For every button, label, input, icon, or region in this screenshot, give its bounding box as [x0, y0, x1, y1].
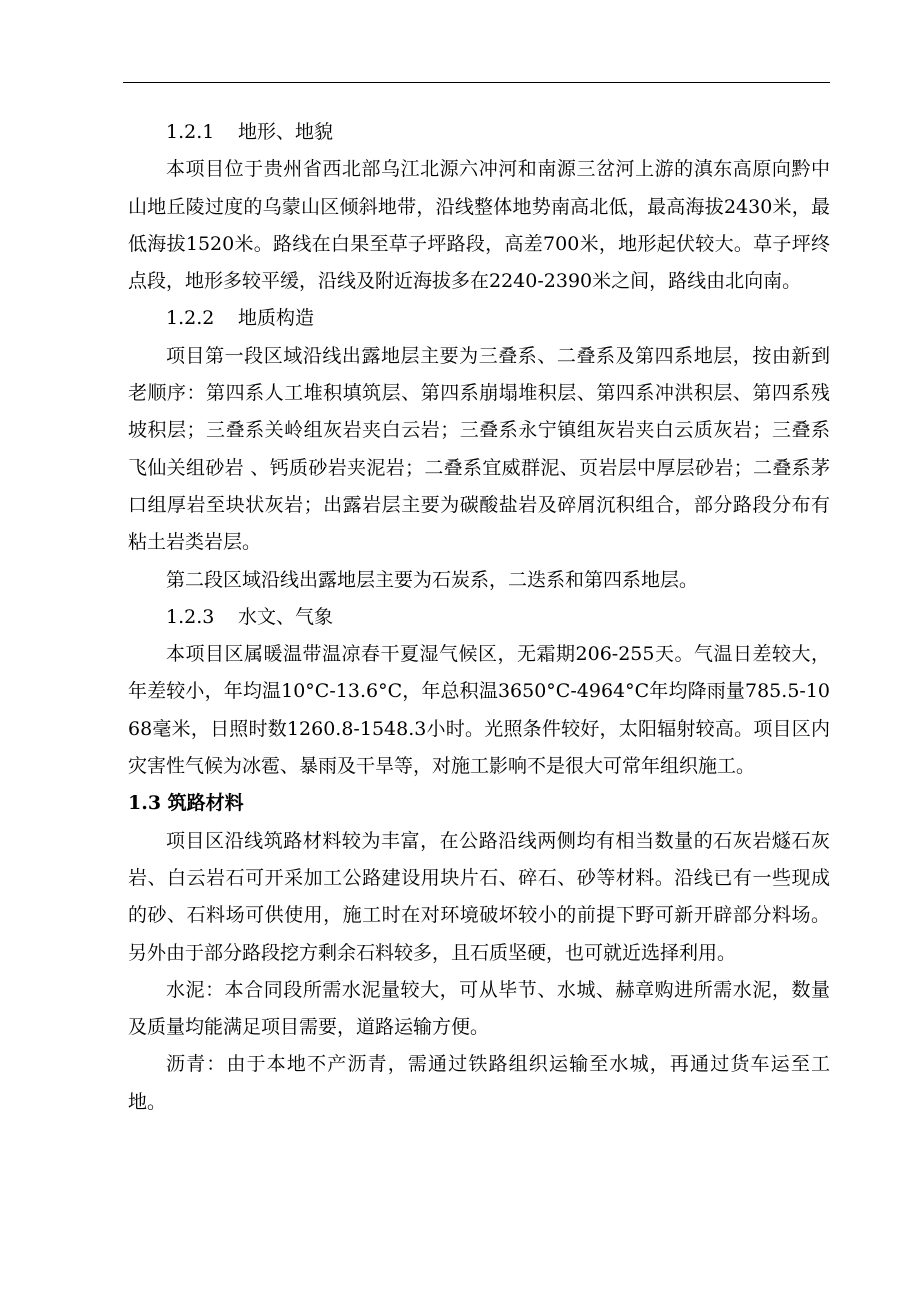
section-number: 1.2.2 [166, 307, 215, 330]
section-1-3-heading: 1.3 筑路材料 [128, 792, 244, 815]
section-1-2-1-heading [128, 114, 830, 151]
paragraph: 本项目区属暖温带温凉春干夏湿气候区，无霜期206-255天。气温日差较大，年差较小，年均温10°C-13.6°C，年总积温3650°C-4964°C年均降雨量785.5-1068毫米，日照时数1260.8-1548.3小时。光照条件较好，太阳辐射较高。项目区内灾害性气候为冰雹、暴雨及干旱等，对施工影响不是很大可常年组织施工。 [128, 643, 830, 778]
paragraph: 项目第一段区域沿线出露地层主要为三叠系、二叠系及第四系地层，按由新到老顺序：第四系人工堆积填筑层、第四系崩塌堆积层、第四系冲洪积层、第四系残坡积层；三叠系关岭组灰岩夹白云岩；三叠系永宁镇组灰岩夹白云质灰岩；三叠系飞仙关组砂岩 、钙质砂岩夹泥岩；二叠系宜威群泥、页岩层中厚层砂岩；二叠系茅口组厚岩至块状灰岩；出露岩层主要为碳酸盐岩及碎屑沉积组合，部分路段分布有粘土岩类岩层。 [128, 344, 830, 554]
section-title: 地质构造 [238, 307, 315, 330]
paragraph: 本项目位于贵州省西北部乌江北源六冲河和南源三岔河上游的滇东高原向黔中山地丘陵过度的乌蒙山区倾斜地带，沿线整体地势南高北低，最高海拔2430米，最低海拔1520米。路线在白果至草子坪路段，高差700米，地形起伏较大。草子坪终点段，地形多较平缓，沿线及附近海拔多在2240-2390米之间，路线由北向南。 [128, 158, 830, 293]
section-1-2-3-heading [128, 599, 830, 636]
section-title: 地形、地貌 [238, 121, 334, 143]
paragraph: 项目区沿线筑路材料较为丰富，在公路沿线两侧均有相当数量的石灰岩燧石灰岩、白云岩石可开采加工公路建设用块片石、碎石、砂等材料。沿线已有一些现成的砂、石料场可供使用，施工时在对环境破坏较小的前提下野可新开辟部分料场。另外由于部分路段挖方剩余石料较多，且石质坚硬，也可就近选择利用。 [128, 829, 830, 964]
section-number: 1.2.3 [166, 605, 215, 628]
section-1-2-2-heading [128, 300, 830, 337]
paragraph: 第二段区域沿线出露地层主要为石炭系，二迭系和第四系地层。 [166, 568, 699, 591]
header-rule [123, 82, 830, 83]
document-body [128, 114, 830, 1121]
section-number: 1.2.1 [166, 121, 215, 143]
section-title: 水文、气象 [238, 605, 334, 628]
paragraph: 沥青：由于本地不产沥青，需通过铁路组织运输至水城，再通过货车运至工地。 [128, 1053, 830, 1113]
paragraph: 水泥：本合同段所需水泥量较大，可从毕节、水城、赫章购进所需水泥，数量及质量均能满足项目需要，道路运输方便。 [128, 978, 830, 1039]
